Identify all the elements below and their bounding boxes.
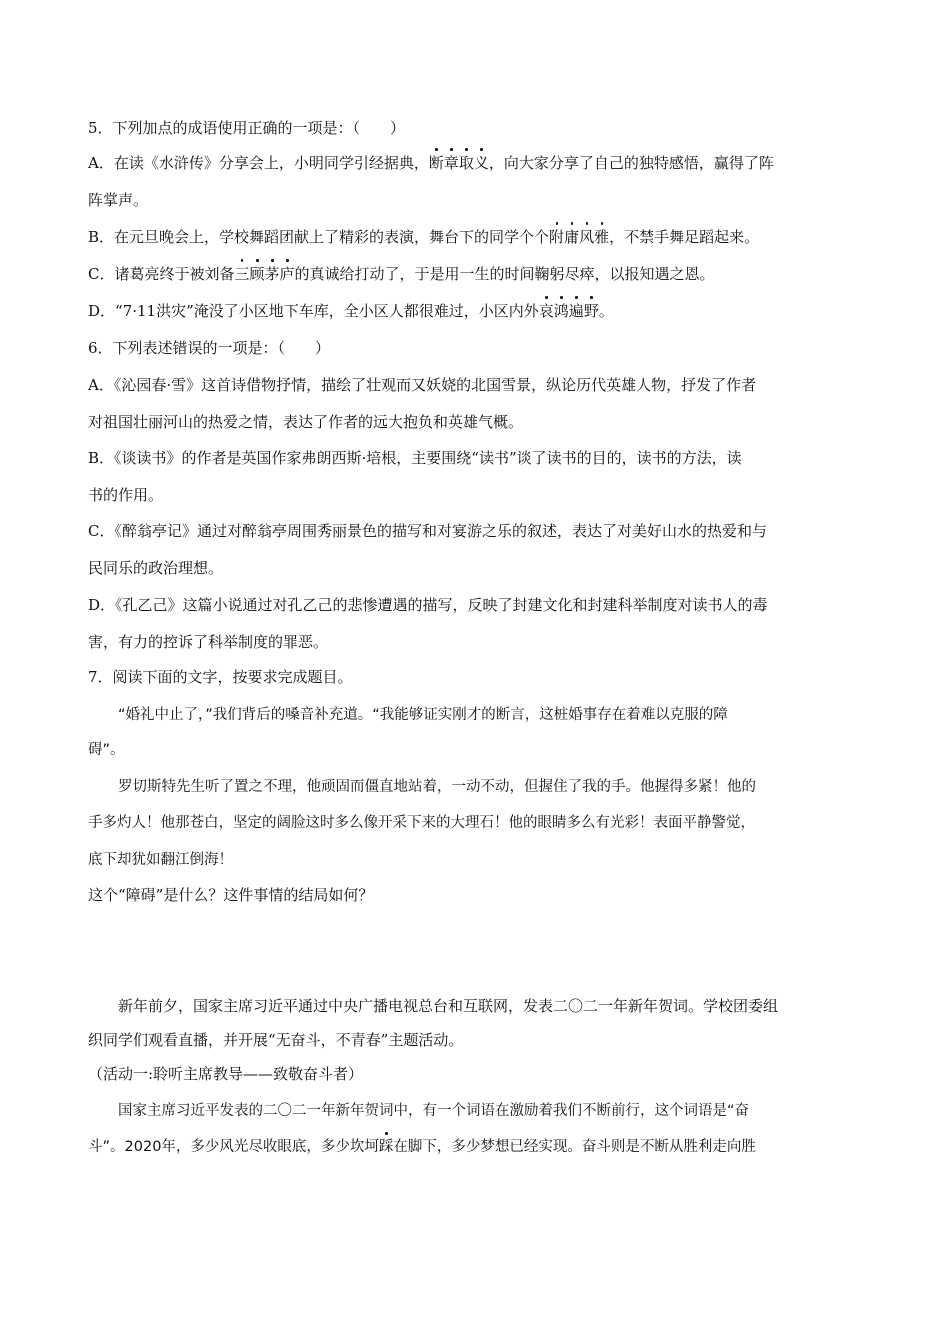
emphasis-dot-char: 章 <box>443 154 459 172</box>
section-p-l2-dotted <box>379 1139 394 1155</box>
emphasis-dot-char: 取 <box>458 154 474 172</box>
section-p-l2-post: 在脚下，多少梦想已经实现。奋斗则是不断从胜利走向胜 <box>393 1139 756 1155</box>
emphasis-dot-char: 踩 <box>378 1139 394 1155</box>
q5-b-text-post: ，不禁手舞足蹈起来。 <box>609 228 760 246</box>
q5-option-a <box>88 153 774 173</box>
q7-passage-p2-line3: 底下却犹如翻江倒海！ <box>88 852 233 868</box>
emphasis-dot-char: 雅 <box>594 228 610 246</box>
q7-stem: 7．阅读下面的文字，按要求完成题目。 <box>88 668 353 686</box>
emphasis-dot-char: 断 <box>428 154 444 172</box>
emphasis-dot-char: 顾 <box>249 265 265 283</box>
section-paragraph-line2 <box>88 1137 756 1157</box>
q6-option-b: B．《谈读书》的作者是英国作家弗朗西斯·培根，主要围绕“读书”谈了读书的目的，读书的方法，读 <box>88 449 742 467</box>
q5-d-dotted-idiom <box>539 302 599 320</box>
q6-option-c: C．《醉翁亭记》通过对醉翁亭周围秀丽景色的描写和对宴游之乐的叙述，表达了对美好山水的热爱和与 <box>88 522 767 540</box>
q5-option-d <box>88 301 614 321</box>
emphasis-dot-char: 庐 <box>279 265 295 283</box>
q7-passage-p1-line2: 碍”。 <box>88 742 125 758</box>
q6-option-a: A．《沁园春·雪》这首诗借物抒情，描绘了壮观而又妖娆的北国雪景，纵论历代英雄人物，抒发了作者 <box>88 376 757 394</box>
emphasis-dot-char: 鸿 <box>553 302 569 320</box>
emphasis-dot-char: 庸 <box>564 228 580 246</box>
q5-c-dotted-idiom <box>234 265 294 283</box>
section-intro-line1: 新年前夕，国家主席习近平通过中央广播电视总台和互联网，发表二〇二一年新年贺词。学校团委组 <box>118 997 779 1015</box>
q5-d-text-pre: D．“7·11洪灾”淹没了小区地下车库，全小区人都很难过，小区内外 <box>88 302 539 320</box>
section-paragraph-line1: 国家主席习近平发表的二〇二一年新年贺词中，有一个词语在激励着我们不断前行，这个词语是“奋 <box>118 1103 750 1119</box>
q7-passage-p2-line1: 罗切斯特先生听了置之不理，他顽固而僵直地站着，一动不动，但握住了我的手。他握得多紧！他的 <box>118 779 756 795</box>
q7-passage-p2-line2: 手多灼人！他那苍白，坚定的阔脸这时多么像开采下来的大理石！他的眼睛多么有光彩！表面平静警觉， <box>88 815 755 831</box>
emphasis-dot-char: 茅 <box>264 265 280 283</box>
q5-option-b <box>88 227 759 247</box>
emphasis-dot-char: 野 <box>583 302 599 320</box>
q5-b-dotted-idiom <box>549 228 609 246</box>
section-p-l2-pre: 斗”。2020年，多少风光尽收眼底，多少坎坷 <box>88 1139 379 1155</box>
emphasis-dot-char: 义 <box>473 154 489 172</box>
q5-d-text-post: 。 <box>598 302 614 320</box>
emphasis-dot-char: 附 <box>549 228 565 246</box>
emphasis-dot-char: 遍 <box>568 302 584 320</box>
q7-question: 这个“障碍”是什么？这件事情的结局如何？ <box>88 886 374 904</box>
q6-option-a-cont: 对祖国壮丽河山的热爱之情，表达了作者的远大抱负和英雄气概。 <box>88 413 524 431</box>
q6-option-d: D．《孔乙己》这篇小说通过对孔乙己的悲惨遭遇的描写，反映了封建文化和封建科举制度对读书人的毒 <box>88 596 768 614</box>
q5-option-c <box>88 264 715 284</box>
q5-c-text-pre: C．诸葛亮终于被刘备 <box>88 265 235 283</box>
q5-a-text-pre: A．在读《水浒传》分享会上，小明同学引经据典， <box>88 154 429 172</box>
q5-c-text-post: 的真诚给打动了，于是用一生的时间鞠躬尽瘁，以报知遇之恩。 <box>294 265 715 283</box>
activity-heading: （活动一:聆听主席教导——致敬奋斗者） <box>88 1065 364 1083</box>
q6-option-b-cont: 书的作用。 <box>88 486 164 504</box>
emphasis-dot-char: 三 <box>234 265 250 283</box>
emphasis-dot-char: 哀 <box>538 302 554 320</box>
q7-passage-p1-line1: “婚礼中止了，”我们背后的嗓音补充道。“我能够证实刚才的断言，这桩婚事存在着难以克服的障 <box>118 707 728 723</box>
q5-stem: 5．下列加点的成语使用正确的一项是：（ ） <box>88 119 406 137</box>
q5-b-text-pre: B．在元旦晚会上，学校舞蹈团献上了精彩的表演，舞台下的同学个个 <box>88 228 550 246</box>
q6-option-c-cont: 民同乐的政治理想。 <box>88 559 224 577</box>
q6-option-d-cont: 害，有力的控诉了科举制度的罪恶。 <box>88 633 329 651</box>
q5-a-dotted-idiom <box>429 154 489 172</box>
section-intro-line2: 织同学们观看直播，并开展“无奋斗，不青春”主题活动。 <box>88 1031 464 1049</box>
q6-stem: 6．下列表述错误的一项是：（ ） <box>88 339 331 357</box>
q5-option-a-cont: 阵掌声。 <box>88 191 149 209</box>
emphasis-dot-char: 风 <box>579 228 595 246</box>
q5-a-text-post: ，向大家分享了自己的独特感悟，赢得了阵 <box>488 154 774 172</box>
